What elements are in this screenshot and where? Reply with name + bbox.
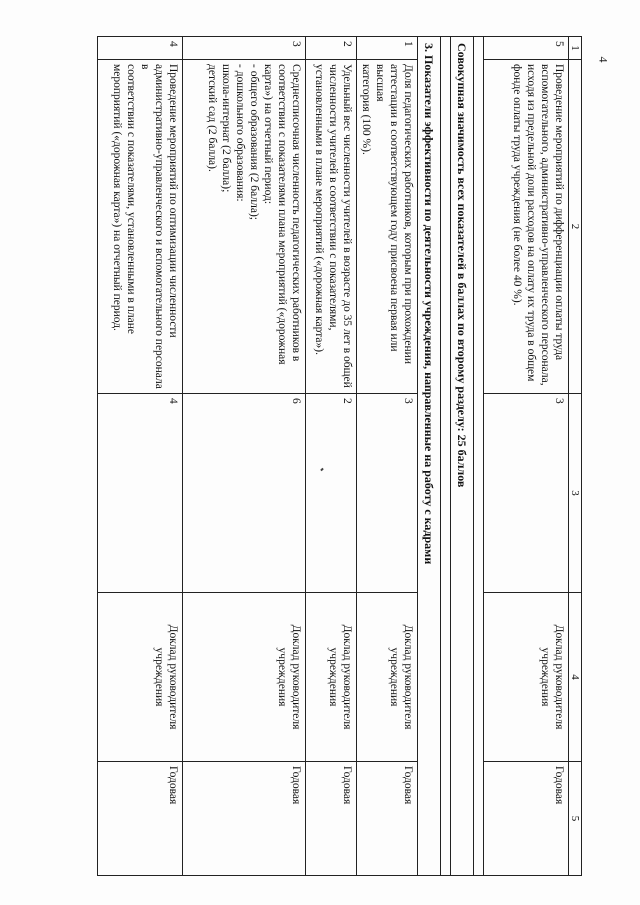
period-cell: Годовая	[183, 762, 306, 876]
separator-row	[474, 37, 484, 876]
source-line: учреждения	[388, 647, 400, 707]
indicator-line: детский сад (2 балла).	[206, 64, 218, 172]
indicator-line: Среднесписочная численность педагогических работников в	[290, 64, 302, 362]
points-cell: 6	[183, 394, 306, 593]
period-cell: Годовая	[484, 762, 569, 876]
criteria-table	[97, 36, 582, 876]
source-cell	[183, 593, 306, 762]
section-title: 3. Показатели эффективности по деятельности учреждения, направленные на работу с кадрами	[418, 37, 441, 876]
table-header-row	[569, 37, 582, 876]
indicator-text	[183, 60, 306, 394]
source-cell	[357, 593, 418, 762]
total-text: Совокупная значимость всех показателей в баллах по второму разделу: 25 баллов	[451, 37, 474, 876]
indicator-text	[357, 60, 418, 394]
indicator-line: соответствии с показателями, установленными в плане	[125, 64, 137, 334]
indicator-text	[98, 60, 183, 394]
indicator-line: карта») на отчетный период:	[262, 64, 274, 205]
indicator-line: Доля педагогических работников, которым при прохождении	[402, 64, 414, 364]
source-line: учреждения	[276, 647, 288, 707]
table-row	[357, 37, 418, 876]
table-row	[484, 37, 569, 876]
indicator-line: численности учителей в соответствии с показателями,	[327, 64, 339, 331]
total-row	[451, 37, 474, 876]
source-cell	[306, 593, 357, 762]
indicator-line: административно-управленческого и вспомогательного персонала в	[139, 64, 165, 389]
source-line: Доклад руководителя	[290, 624, 302, 730]
indicator-line: Проведение мероприятий по дифференциации оплаты труда	[553, 64, 565, 361]
points-cell: 4	[98, 394, 183, 593]
source-line: учреждения	[327, 647, 339, 707]
table-row	[306, 37, 357, 876]
indicator-line: фонде оплаты труда учреждения (не более 40 %).	[511, 64, 523, 306]
section-heading-row	[418, 37, 441, 876]
period-cell: Годовая	[357, 762, 418, 876]
table-rotated	[70, 36, 582, 876]
separator-row	[441, 37, 451, 876]
period-cell: Годовая	[306, 762, 357, 876]
source-cell	[98, 593, 183, 762]
indicator-line: вспомогательного, административно-управленческого персонала,	[539, 64, 551, 386]
indicator-line: школа-интернат (2 балла);	[220, 64, 232, 193]
period-cell: Годовая	[98, 762, 183, 876]
indicator-line: категория (100 %).	[360, 64, 372, 155]
indicator-line: мероприятий («дорожная карта») на отчетный период.	[111, 64, 123, 331]
indicator-line: Удельный вес численности учителей в возрасте до 35 лет в общей	[341, 64, 353, 388]
header-col-2: 2	[569, 60, 582, 394]
indicator-line: - общего образования (2 балла);	[248, 64, 260, 220]
row-number: 3	[183, 37, 306, 60]
source-line: Доклад руководителя	[341, 624, 353, 730]
page-number: 4	[596, 56, 611, 63]
indicator-line: соответствии с показателями плана мероприятий («дорожная	[276, 64, 288, 365]
header-col-5: 5	[569, 762, 582, 876]
points-cell: 3	[357, 394, 418, 593]
indicator-line: исходя из предельной доли расходов на оплату их труда в общем	[525, 64, 537, 382]
row-number: 1	[357, 37, 418, 60]
row-number: 4	[98, 37, 183, 60]
source-line: Доклад руководителя	[167, 624, 179, 730]
indicator-line: Проведение мероприятий по оптимизации численности	[167, 64, 179, 338]
indicator-line: - дошкольного образования:	[234, 64, 246, 202]
separator-cell	[474, 37, 484, 876]
source-line: Доклад руководителя	[553, 624, 565, 730]
source-cell	[484, 593, 569, 762]
header-col-1: 1	[569, 37, 582, 60]
points-cell: 3	[484, 394, 569, 593]
table-row	[183, 37, 306, 876]
header-col-3: 3	[569, 394, 582, 593]
table-row	[98, 37, 183, 876]
separator-cell	[441, 37, 451, 876]
points-cell: 2	[306, 394, 357, 593]
indicator-text	[484, 60, 569, 394]
source-line: учреждения	[539, 647, 551, 707]
indicator-line: аттестации в соответствующем году присвоена первая или высшая	[374, 64, 400, 352]
row-number: 5	[484, 37, 569, 60]
indicator-text	[306, 60, 357, 394]
source-line: учреждения	[153, 647, 165, 707]
source-line: Доклад руководителя	[402, 624, 414, 730]
header-col-4: 4	[569, 593, 582, 762]
row-number: 2	[306, 37, 357, 60]
indicator-line: установленными в плане мероприятий («дорожная карта»).	[313, 64, 325, 355]
